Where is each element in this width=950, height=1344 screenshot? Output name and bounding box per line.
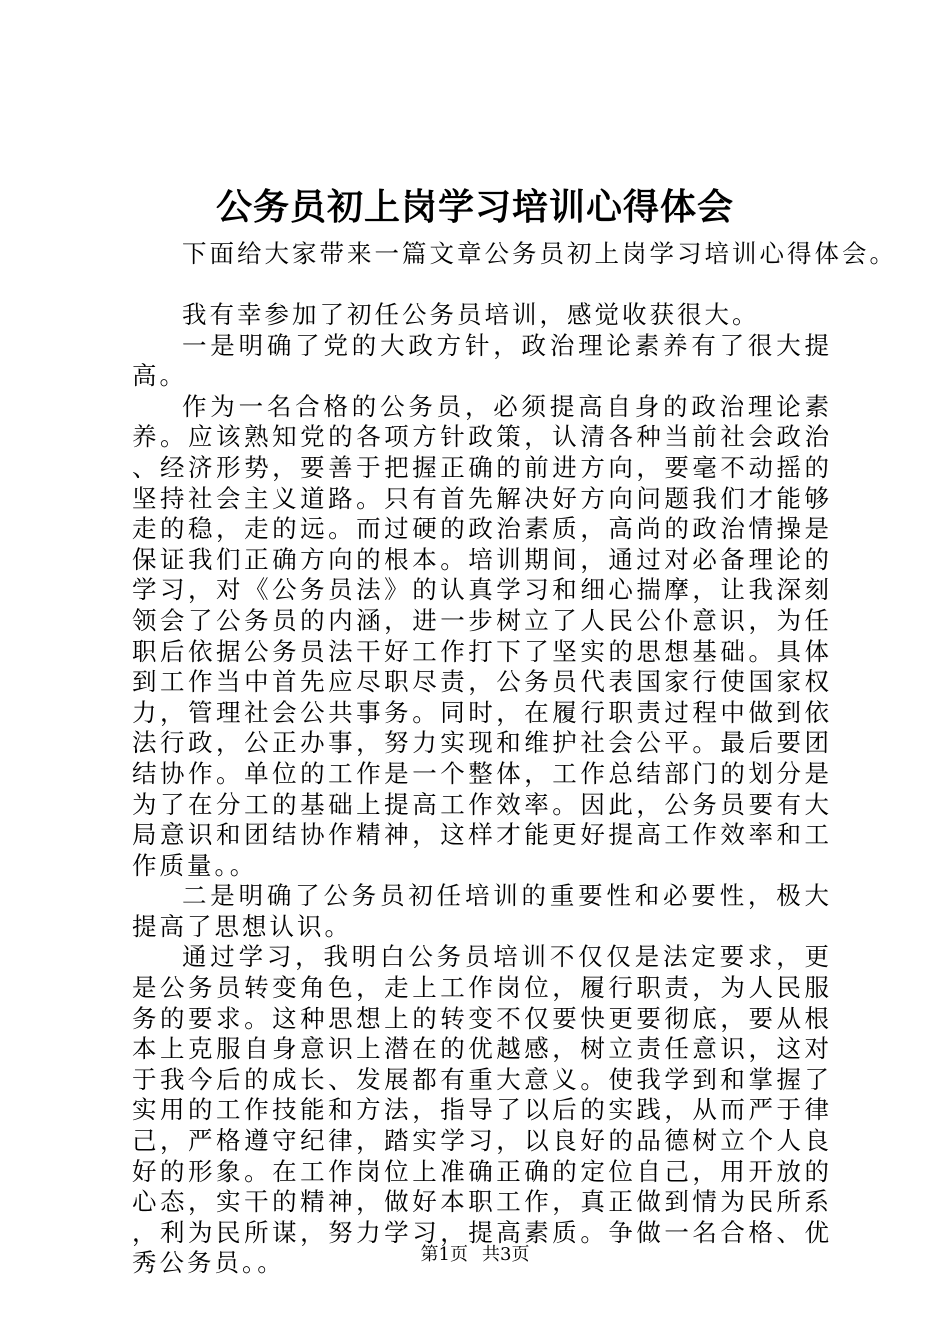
- page-total: 共3页: [482, 1244, 530, 1265]
- page-number: 第1页: [420, 1244, 468, 1265]
- body-paragraph: 一是明确了党的大政方针，政治理论素养有了很大提高。: [132, 330, 832, 391]
- page-footer: [0, 1243, 950, 1267]
- body-paragraph: 二是明确了公务员初任培训的重要性和必要性，极大提高了思想认识。: [132, 881, 832, 941]
- intro-paragraph: 下面给大家带来一篇文章公务员初上岗学习培训心得体会。: [182, 239, 897, 268]
- document-body: [132, 300, 832, 1279]
- document-title: 公务员初上岗学习培训心得体会: [215, 187, 734, 228]
- body-paragraph: 我有幸参加了初任公务员培训，感觉收获很大。: [182, 300, 760, 329]
- body-paragraph: 作为一名合格的公务员，必须提高自身的政治理论素养。应该熟知党的各项方针政策，认清各种当前社会政治、经济形势，要善于把握正确的前进方向，要毫不动摇的坚持社会主义道路。只有首先解决好方向问题我们才能够走的稳，走的远。而过硬的政治素质，高尚的政治情操是保证我们正确方向的根本。培训期间，通过对必备理论的学习，对《公务员法》的认真学习和细心揣摩，让我深刻领会了公务员的内涵，进一步树立了人民公仆意识，为任职后依据公务员法干好工作打下了坚实的思想基础。具体到工作当中首先应尽职尽责，公务员代表国家行使国家权力，管理社会公共事务。同时，在履行职责过程中做到依法行政，公正办事，努力实现和维护社会公平。最后要团结协作。单位的工作是一个整体，工作总结部门的划分是为了在分工的基础上提高工作效率。因此，公务员要有大局意识和团结协作精神，这样才能更好提高工作效率和工作质量。。: [132, 391, 832, 880]
- body-paragraph: 通过学习，我明白公务员培训不仅仅是法定要求，更是公务员转变角色，走上工作岗位，履行职责，为人民服务的要求。这种思想上的转变不仅要快更要彻底，要从根本上克服自身意识上潜在的优越感，树立责任意识，这对于我今后的成长、发展都有重大意义。使我学到和掌握了实用的工作技能和方法，指导了以后的实践，从而严于律己，严格遵守纪律，踏实学习，以良好的品德树立个人良好的形象。在工作岗位上准确正确的定位自己，用开放的心态，实干的精神，做好本职工作，真正做到情为民所系，利为民所谋，努力学习，提高素质。争做一名合格、优秀公务员。。: [132, 942, 832, 1278]
